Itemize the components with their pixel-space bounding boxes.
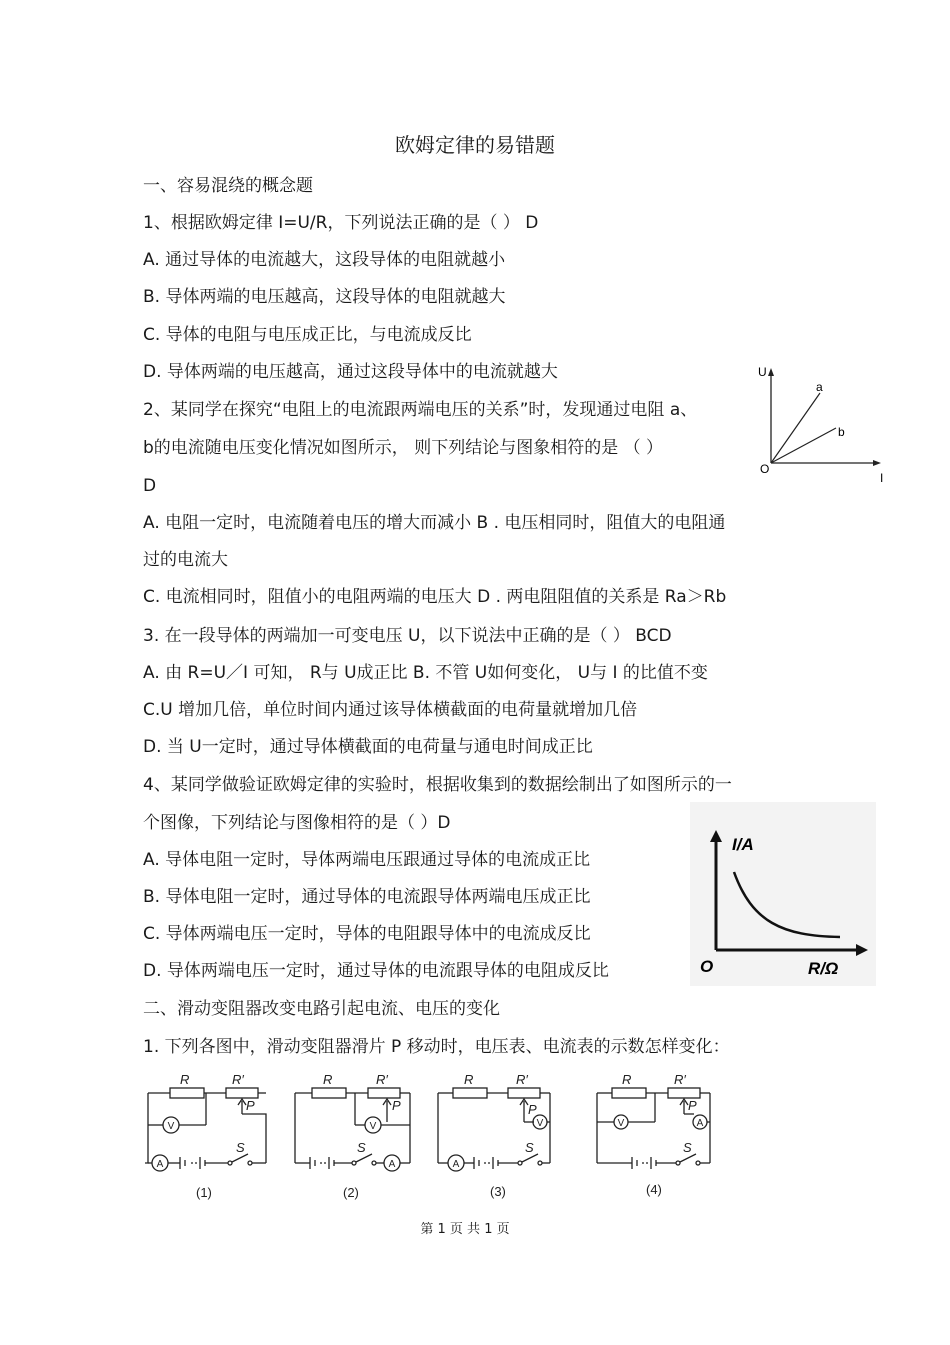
graph-y-label: I/A [732,835,754,854]
question-4-option-a: A. 导体电阻一定时，导体两端电压跟通过导体的电流成正比 [143,850,591,870]
question-4-line-2: 个图像，下列结论与图像相符的是（ ）D [143,813,451,833]
caption-3: (3) [490,1184,506,1199]
ammeter-3: A [452,1159,460,1170]
label-rp-3: R′ [516,1072,528,1087]
question-3-option-d: D. 当 U一定时，通过导体横截面的电荷量与通电时间成正比 [143,737,593,757]
caption-4: (4) [646,1182,662,1197]
label-r-4: R [622,1072,632,1087]
question-4-line-1: 4、某同学做验证欧姆定律的实验时，根据收集到的数据绘制出了如图所示的一 [143,775,732,795]
voltmeter-2: V [369,1121,377,1132]
line-b-label: b [838,425,845,439]
circuit-diagrams [140,1070,740,1210]
section-heading-1: 一、容易混绕的概念题 [143,176,313,196]
question-4-option-c: C. 导体两端电压一定时，导体的电阻跟导体中的电流成反比 [143,924,591,944]
line-b [771,428,836,463]
ammeter-4: A [696,1118,704,1129]
section-2-question-1: 1. 下列各图中，滑动变阻器滑片 P 移动时，电压表、电流表的示数怎样变化： [143,1037,730,1057]
label-p-4: P [688,1098,697,1113]
voltmeter-1: V [167,1121,175,1132]
question-4-option-b: B. 导体电阻一定时，通过导体的电流跟导体两端电压成正比 [143,887,591,907]
question-1-option-b: B. 导体两端的电压越高，这段导体的电阻就越大 [143,287,506,307]
question-2-answer: D [143,476,157,496]
question-3-option-c: C.U 增加几倍，单位时间内通过该导体横截面的电荷量就增加几倍 [143,700,638,720]
graph-x-label: R/Ω [808,959,839,978]
label-rp-1: R′ [232,1072,244,1087]
question-1-stem: 1、根据欧姆定律 I=U/R，下列说法正确的是（ ） D [143,213,539,233]
graph-y-label: U [758,365,767,379]
question-1-option-d: D. 导体两端的电压越高，通过这段导体中的电流就越大 [143,362,558,382]
question-2-line-2: b的电流随电压变化情况如图所示， 则下列结论与图象相符的是 （ ） [143,438,664,458]
graph-x-label: I [880,471,884,485]
voltmeter-4: V [617,1118,625,1129]
label-r-2: R [323,1072,333,1087]
label-s-4: S [683,1140,692,1155]
caption-1: (1) [196,1185,212,1200]
voltmeter-3: V [536,1118,544,1129]
label-p-2: P [392,1098,401,1113]
line-a [771,393,820,463]
question-3-option-ab: A. 由 R=U／I 可知， R与 U成正比 B. 不管 U如何变化， U与 I 的比值不变 [143,663,708,683]
question-3-stem: 3. 在一段导体的两端加一可变电压 U，以下说法中正确的是（ ） BCD [143,626,672,646]
question-2-option-ab-cont: 过的电流大 [143,550,228,570]
question-1-option-a: A. 通过导体的电流越大，这段导体的电阻就越小 [143,250,506,270]
label-p-1: P [246,1098,255,1113]
question-2-option-cd: C. 电流相同时，阻值小的电阻两端的电压大 D . 两电阻阻值的关系是 Ra＞Rb [143,587,727,607]
label-p-3: P [528,1102,537,1117]
label-s-3: S [525,1140,534,1155]
label-s-2: S [357,1140,366,1155]
question-4-option-d: D. 导体两端电压一定时，通过导体的电流跟导体的电阻成反比 [143,961,609,981]
label-rp-2: R′ [376,1072,388,1087]
line-a-label: a [816,380,823,394]
question-1-option-c: C. 导体的电阻与电压成正比，与电流成反比 [143,325,472,345]
u-i-graph [752,360,902,485]
ammeter-2: A [388,1159,396,1170]
caption-2: (2) [343,1185,359,1200]
label-rp-4: R′ [674,1072,686,1087]
page-title: 欧姆定律的易错题 [395,133,555,157]
label-r-1: R [180,1072,190,1087]
i-r-graph [690,802,876,986]
graph-origin-label: O [760,462,770,476]
ammeter-1: A [156,1159,164,1170]
question-2-line-1: 2、某同学在探究“电阻上的电流跟两端电压的关系”时，发现通过电阻 a、 [143,400,698,420]
label-r-3: R [464,1072,474,1087]
question-2-option-ab: A. 电阻一定时，电流随着电压的增大而减小 B . 电压相同时，阻值大的电阻通 [143,513,726,533]
section-heading-2: 二、滑动变阻器改变电路引起电流、电压的变化 [143,999,500,1019]
graph-origin-label: O [700,957,714,976]
page-footer: 第 1 页 共 1 页 [420,1222,510,1237]
label-s-1: S [236,1140,245,1155]
